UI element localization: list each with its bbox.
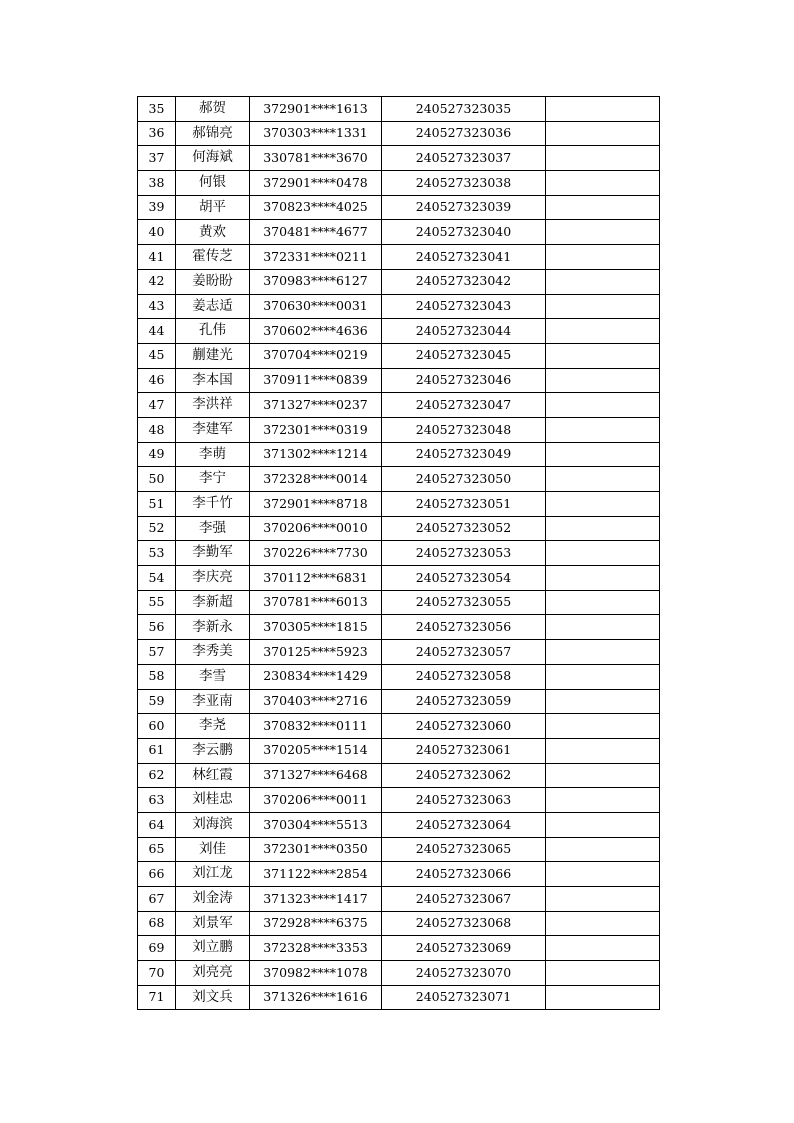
name-cell: 刘桂忠	[176, 788, 250, 813]
certificate-number-cell: 240527323059	[382, 689, 546, 714]
note-cell	[546, 393, 660, 418]
name-cell: 李秀美	[176, 640, 250, 665]
table-row	[138, 146, 660, 171]
name-cell: 刘海滨	[176, 812, 250, 837]
id-number-cell: 370205****1514	[250, 738, 382, 763]
note-cell	[546, 738, 660, 763]
table-row	[138, 911, 660, 936]
id-number-cell: 372928****6375	[250, 911, 382, 936]
id-number-cell: 370125****5923	[250, 640, 382, 665]
table-row	[138, 121, 660, 146]
seq-cell: 59	[138, 689, 176, 714]
seq-cell: 41	[138, 245, 176, 270]
name-cell: 李千竹	[176, 492, 250, 517]
certificate-number-cell: 240527323039	[382, 195, 546, 220]
table-row	[138, 689, 660, 714]
id-number-cell: 371327****0237	[250, 393, 382, 418]
table-row	[138, 492, 660, 517]
id-number-cell: 371327****6468	[250, 763, 382, 788]
certificate-number-cell: 240527323040	[382, 220, 546, 245]
table-row	[138, 837, 660, 862]
name-cell: 郝贺	[176, 97, 250, 122]
table-row	[138, 714, 660, 739]
certificate-number-cell: 240527323054	[382, 566, 546, 591]
name-cell: 蒯建光	[176, 343, 250, 368]
note-cell	[546, 121, 660, 146]
certificate-number-cell: 240527323045	[382, 343, 546, 368]
seq-cell: 36	[138, 121, 176, 146]
certificate-number-cell: 240527323055	[382, 590, 546, 615]
seq-cell: 47	[138, 393, 176, 418]
name-cell: 李雪	[176, 664, 250, 689]
id-number-cell: 370983****6127	[250, 269, 382, 294]
table-row	[138, 171, 660, 196]
seq-cell: 48	[138, 417, 176, 442]
note-cell	[546, 146, 660, 171]
table-row	[138, 788, 660, 813]
table-row	[138, 541, 660, 566]
id-number-cell: 370305****1815	[250, 615, 382, 640]
table-row	[138, 763, 660, 788]
seq-cell: 57	[138, 640, 176, 665]
certificate-number-cell: 240527323037	[382, 146, 546, 171]
table-row	[138, 294, 660, 319]
seq-cell: 54	[138, 566, 176, 591]
id-number-cell: 370704****0219	[250, 343, 382, 368]
certificate-number-cell: 240527323066	[382, 862, 546, 887]
note-cell	[546, 220, 660, 245]
name-cell: 姜志适	[176, 294, 250, 319]
name-cell: 李洪祥	[176, 393, 250, 418]
name-cell: 姜盼盼	[176, 269, 250, 294]
seq-cell: 45	[138, 343, 176, 368]
note-cell	[546, 368, 660, 393]
certificate-number-cell: 240527323035	[382, 97, 546, 122]
name-cell: 李新超	[176, 590, 250, 615]
note-cell	[546, 417, 660, 442]
name-cell: 李勤军	[176, 541, 250, 566]
note-cell	[546, 541, 660, 566]
seq-cell: 64	[138, 812, 176, 837]
certificate-number-cell: 240527323043	[382, 294, 546, 319]
id-number-cell: 370602****4636	[250, 319, 382, 344]
id-number-cell: 372301****0319	[250, 417, 382, 442]
seq-cell: 55	[138, 590, 176, 615]
table-row	[138, 442, 660, 467]
certificate-number-cell: 240527323058	[382, 664, 546, 689]
seq-cell: 50	[138, 467, 176, 492]
seq-cell: 62	[138, 763, 176, 788]
seq-cell: 52	[138, 516, 176, 541]
note-cell	[546, 985, 660, 1010]
table-row	[138, 985, 660, 1010]
certificate-number-cell: 240527323038	[382, 171, 546, 196]
note-cell	[546, 837, 660, 862]
note-cell	[546, 245, 660, 270]
table-row	[138, 566, 660, 591]
table-row	[138, 269, 660, 294]
id-number-cell: 370630****0031	[250, 294, 382, 319]
id-number-cell: 371326****1616	[250, 985, 382, 1010]
certificate-number-cell: 240527323053	[382, 541, 546, 566]
table-row	[138, 516, 660, 541]
certificate-number-cell: 240527323061	[382, 738, 546, 763]
id-number-cell: 230834****1429	[250, 664, 382, 689]
seq-cell: 58	[138, 664, 176, 689]
id-number-cell: 371302****1214	[250, 442, 382, 467]
name-cell: 何银	[176, 171, 250, 196]
table-row	[138, 936, 660, 961]
table-row	[138, 615, 660, 640]
certificate-number-cell: 240527323056	[382, 615, 546, 640]
table-row	[138, 664, 660, 689]
note-cell	[546, 343, 660, 368]
id-number-cell: 370206****0011	[250, 788, 382, 813]
seq-cell: 60	[138, 714, 176, 739]
table-row	[138, 393, 660, 418]
note-cell	[546, 689, 660, 714]
seq-cell: 68	[138, 911, 176, 936]
table-row	[138, 862, 660, 887]
certificate-number-cell: 240527323052	[382, 516, 546, 541]
roster-table	[137, 96, 660, 1010]
name-cell: 刘江龙	[176, 862, 250, 887]
note-cell	[546, 887, 660, 912]
roster-table-body	[138, 97, 660, 1010]
table-row	[138, 590, 660, 615]
id-number-cell: 370303****1331	[250, 121, 382, 146]
id-number-cell: 370832****0111	[250, 714, 382, 739]
note-cell	[546, 590, 660, 615]
seq-cell: 46	[138, 368, 176, 393]
name-cell: 刘景军	[176, 911, 250, 936]
name-cell: 胡平	[176, 195, 250, 220]
certificate-number-cell: 240527323069	[382, 936, 546, 961]
name-cell: 李云鹏	[176, 738, 250, 763]
seq-cell: 42	[138, 269, 176, 294]
table-row	[138, 319, 660, 344]
id-number-cell: 371323****1417	[250, 887, 382, 912]
name-cell: 李庆亮	[176, 566, 250, 591]
table-row	[138, 220, 660, 245]
seq-cell: 67	[138, 887, 176, 912]
id-number-cell: 372331****0211	[250, 245, 382, 270]
certificate-number-cell: 240527323036	[382, 121, 546, 146]
certificate-number-cell: 240527323063	[382, 788, 546, 813]
table-row	[138, 97, 660, 122]
seq-cell: 51	[138, 492, 176, 517]
note-cell	[546, 911, 660, 936]
note-cell	[546, 195, 660, 220]
table-row	[138, 467, 660, 492]
name-cell: 李强	[176, 516, 250, 541]
name-cell: 孔伟	[176, 319, 250, 344]
name-cell: 李本国	[176, 368, 250, 393]
note-cell	[546, 171, 660, 196]
note-cell	[546, 862, 660, 887]
note-cell	[546, 442, 660, 467]
note-cell	[546, 714, 660, 739]
certificate-number-cell: 240527323062	[382, 763, 546, 788]
certificate-number-cell: 240527323049	[382, 442, 546, 467]
note-cell	[546, 961, 660, 986]
certificate-number-cell: 240527323044	[382, 319, 546, 344]
id-number-cell: 370781****6013	[250, 590, 382, 615]
note-cell	[546, 467, 660, 492]
id-number-cell: 370481****4677	[250, 220, 382, 245]
certificate-number-cell: 240527323057	[382, 640, 546, 665]
id-number-cell: 370304****5513	[250, 812, 382, 837]
id-number-cell: 372328****3353	[250, 936, 382, 961]
note-cell	[546, 492, 660, 517]
certificate-number-cell: 240527323047	[382, 393, 546, 418]
note-cell	[546, 664, 660, 689]
name-cell: 林红霞	[176, 763, 250, 788]
table-row	[138, 738, 660, 763]
id-number-cell: 370112****6831	[250, 566, 382, 591]
note-cell	[546, 566, 660, 591]
id-number-cell: 372901****8718	[250, 492, 382, 517]
table-row	[138, 195, 660, 220]
note-cell	[546, 516, 660, 541]
id-number-cell: 372901****0478	[250, 171, 382, 196]
certificate-number-cell: 240527323064	[382, 812, 546, 837]
note-cell	[546, 615, 660, 640]
id-number-cell: 372328****0014	[250, 467, 382, 492]
name-cell: 何海斌	[176, 146, 250, 171]
note-cell	[546, 763, 660, 788]
id-number-cell: 372901****1613	[250, 97, 382, 122]
name-cell: 李尧	[176, 714, 250, 739]
table-row	[138, 343, 660, 368]
note-cell	[546, 788, 660, 813]
id-number-cell: 370911****0839	[250, 368, 382, 393]
table-row	[138, 417, 660, 442]
seq-cell: 49	[138, 442, 176, 467]
name-cell: 霍传芝	[176, 245, 250, 270]
note-cell	[546, 319, 660, 344]
seq-cell: 66	[138, 862, 176, 887]
note-cell	[546, 936, 660, 961]
certificate-number-cell: 240527323065	[382, 837, 546, 862]
certificate-number-cell: 240527323041	[382, 245, 546, 270]
seq-cell: 56	[138, 615, 176, 640]
table-row	[138, 961, 660, 986]
table-row	[138, 640, 660, 665]
note-cell	[546, 269, 660, 294]
name-cell: 李萌	[176, 442, 250, 467]
id-number-cell: 330781****3670	[250, 146, 382, 171]
certificate-number-cell: 240527323070	[382, 961, 546, 986]
seq-cell: 43	[138, 294, 176, 319]
seq-cell: 69	[138, 936, 176, 961]
id-number-cell: 370226****7730	[250, 541, 382, 566]
certificate-number-cell: 240527323068	[382, 911, 546, 936]
seq-cell: 40	[138, 220, 176, 245]
seq-cell: 71	[138, 985, 176, 1010]
seq-cell: 39	[138, 195, 176, 220]
seq-cell: 37	[138, 146, 176, 171]
name-cell: 刘佳	[176, 837, 250, 862]
certificate-number-cell: 240527323050	[382, 467, 546, 492]
note-cell	[546, 294, 660, 319]
certificate-number-cell: 240527323042	[382, 269, 546, 294]
seq-cell: 53	[138, 541, 176, 566]
name-cell: 刘立鹏	[176, 936, 250, 961]
seq-cell: 65	[138, 837, 176, 862]
seq-cell: 70	[138, 961, 176, 986]
name-cell: 郝锦亮	[176, 121, 250, 146]
table-row	[138, 887, 660, 912]
table-row	[138, 368, 660, 393]
name-cell: 李宁	[176, 467, 250, 492]
note-cell	[546, 97, 660, 122]
name-cell: 刘亮亮	[176, 961, 250, 986]
id-number-cell: 371122****2854	[250, 862, 382, 887]
table-row	[138, 245, 660, 270]
id-number-cell: 370403****2716	[250, 689, 382, 714]
certificate-number-cell: 240527323060	[382, 714, 546, 739]
certificate-number-cell: 240527323051	[382, 492, 546, 517]
name-cell: 李亚南	[176, 689, 250, 714]
certificate-number-cell: 240527323071	[382, 985, 546, 1010]
seq-cell: 38	[138, 171, 176, 196]
seq-cell: 35	[138, 97, 176, 122]
id-number-cell: 370982****1078	[250, 961, 382, 986]
certificate-number-cell: 240527323067	[382, 887, 546, 912]
id-number-cell: 372301****0350	[250, 837, 382, 862]
seq-cell: 61	[138, 738, 176, 763]
seq-cell: 44	[138, 319, 176, 344]
note-cell	[546, 812, 660, 837]
name-cell: 刘金涛	[176, 887, 250, 912]
id-number-cell: 370823****4025	[250, 195, 382, 220]
table-row	[138, 812, 660, 837]
certificate-number-cell: 240527323046	[382, 368, 546, 393]
note-cell	[546, 640, 660, 665]
name-cell: 刘文兵	[176, 985, 250, 1010]
name-cell: 李建军	[176, 417, 250, 442]
name-cell: 黄欢	[176, 220, 250, 245]
certificate-number-cell: 240527323048	[382, 417, 546, 442]
id-number-cell: 370206****0010	[250, 516, 382, 541]
seq-cell: 63	[138, 788, 176, 813]
name-cell: 李新永	[176, 615, 250, 640]
